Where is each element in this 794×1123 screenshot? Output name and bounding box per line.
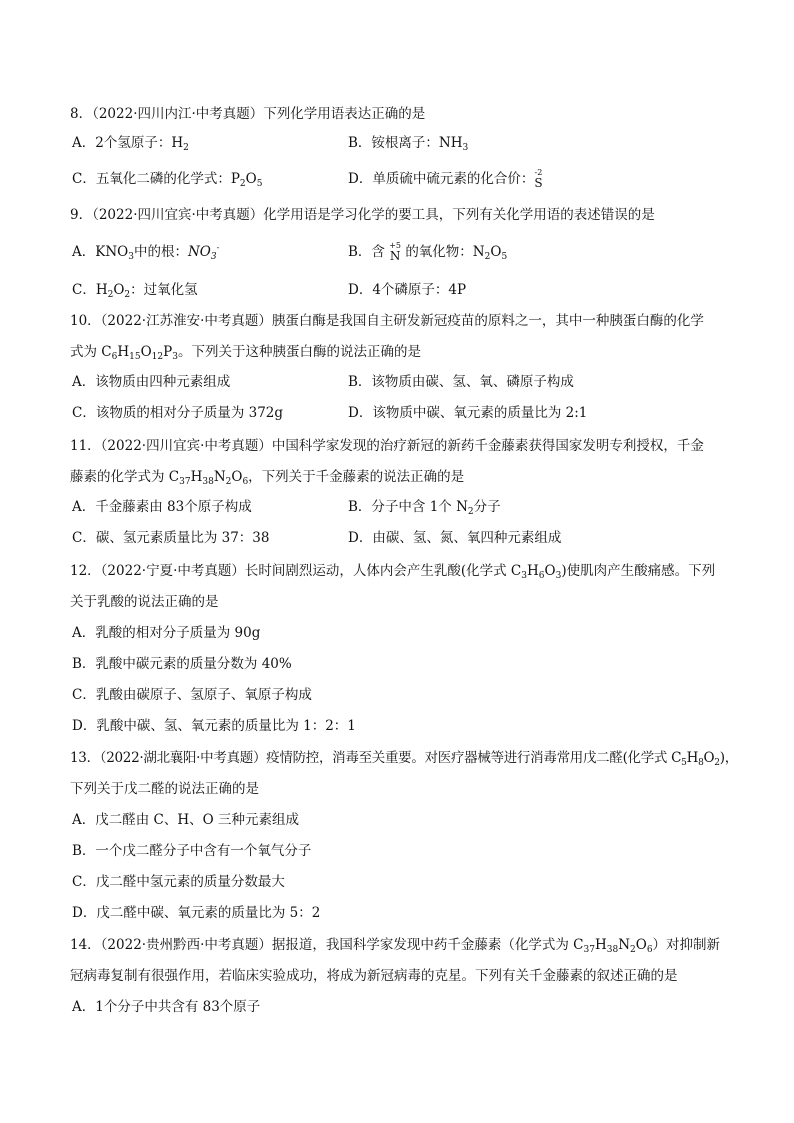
question-12-option-b: B．乳酸中碳元素的质量分数为 40% <box>72 656 292 672</box>
question-11-option-d: D．由碳、氢、氮、氧四种元素组成 <box>348 530 562 546</box>
question-11-option-b: B．分子中含 1个 $N_2$分子 <box>348 499 501 517</box>
question-9-stem: 9．（2022·四川宜宾·中考真题）化学用语是学习化学的要工具，下列有关化学用语的表述错误的是 <box>70 207 655 223</box>
question-13-option-c: C．戊二醛中氢元素的质量分数最大 <box>72 874 285 890</box>
question-13-option-a: A．戊二醛由 C、H、O 三种元素组成 <box>72 812 300 828</box>
valence-notation: +5 N <box>389 241 402 263</box>
question-10-option-b: B．该物质由碳、氢、氧、磷原子构成 <box>348 374 574 390</box>
question-8-option-a: A．2个氢原子：$H_2$ <box>72 135 189 153</box>
question-13-option-d: D．戊二醛中碳、氧元素的质量比为 5：2 <box>72 905 321 921</box>
question-10-stem-line1: 10．（2022·江苏淮安·中考真题）胰蛋白酶是我国自主研发新冠疫苗的原料之一，其中一种胰蛋白酶的化学 <box>70 313 704 329</box>
question-10-option-c: C．该物质的相对分子质量为 372g <box>72 405 284 421</box>
question-11-option-a: A．千金藤素由 83个原子构成 <box>72 499 252 515</box>
question-14-stem-line2: 冠病毒复制有很强作用，若临床实验成功，将成为新冠病毒的克星。下列有关千金藤素的叙述正确的是 <box>70 968 678 984</box>
question-8-option-b: B．铵根离子：$NH_3$ <box>348 135 469 153</box>
question-10-option-d: D．该物质中碳、氧元素的质量比为 2:1 <box>348 405 588 421</box>
question-9-option-b: B．含 +5 N 的氧化物：$N_2O_5$ <box>348 241 508 263</box>
question-12-option-d: D．乳酸中碳、氢、氧元素的质量比为 1：2：1 <box>72 718 356 734</box>
question-14-stem-line1: 14．（2022·贵州黔西·中考真题）据报道，我国科学家发现中药千金藤素（化学式为 $C_{37}H_{38}N_2O_6$）对抑制新 <box>70 937 721 955</box>
question-11-stem-line2: 藤素的化学式为 $C_{37}H_{38}N_2O_6$，下列关于千金藤素的说法正确的是 <box>70 469 465 487</box>
question-9-option-d: D．4个磷原子：4P <box>348 282 467 298</box>
question-13-stem-line2: 下列关于戊二醛的说法正确的是 <box>70 781 259 797</box>
question-10-stem-line2: 式为 $C_6H_{15}O_{12}P_3$。下列关于这种胰蛋白酶的说法正确的是 <box>70 344 421 362</box>
question-8-stem: 8．（2022·四川内江·中考真题）下列化学用语表达正确的是 <box>70 106 426 122</box>
question-10-option-a: A．该物质由四种元素组成 <box>72 374 231 390</box>
nitrate-ion: $NO_3^-$ <box>187 243 220 262</box>
question-9-option-a: A．$KNO_3$中的根：$NO_3^-$ <box>72 243 220 262</box>
question-8-option-d: D．单质硫中硫元素的化合价： -2 S <box>348 168 543 190</box>
valence-notation: -2 S <box>534 168 543 190</box>
question-9-option-c: C．$H_2O_2$：过氧化氢 <box>72 282 198 300</box>
question-12-option-a: A．乳酸的相对分子质量为 90g <box>72 625 261 641</box>
question-12-stem-line1: 12．（2022·宁夏·中考真题）长时间剧烈运动，人体内会产生乳酸(化学式 $C_3H_6O_3$)使肌肉产生酸痛感。下列 <box>70 563 716 581</box>
question-14-option-a: A．1个分子中共含有 83个原子 <box>72 999 261 1015</box>
question-11-stem-line1: 11．（2022·四川宜宾·中考真题）中国科学家发现的治疗新冠的新药千金藤素获得国家发明专利授权，千金 <box>70 438 704 454</box>
question-8-option-c: C．五氧化二磷的化学式：$P_2O_5$ <box>72 171 263 189</box>
question-13-option-b: B．一个戊二醛分子中含有一个氧气分子 <box>72 843 312 859</box>
question-11-option-c: C．碳、氢元素质量比为 37：38 <box>72 530 270 546</box>
question-13-stem-line1: 13．（2022·湖北襄阳·中考真题）疫情防控，消毒至关重要。对医疗器械等进行消毒常用戊二醛(化学式 $C_5H_8O_2$)， <box>70 750 738 768</box>
question-12-stem-line2: 关于乳酸的说法正确的是 <box>70 594 219 610</box>
question-12-option-c: C．乳酸由碳原子、氢原子、氧原子构成 <box>72 687 312 703</box>
